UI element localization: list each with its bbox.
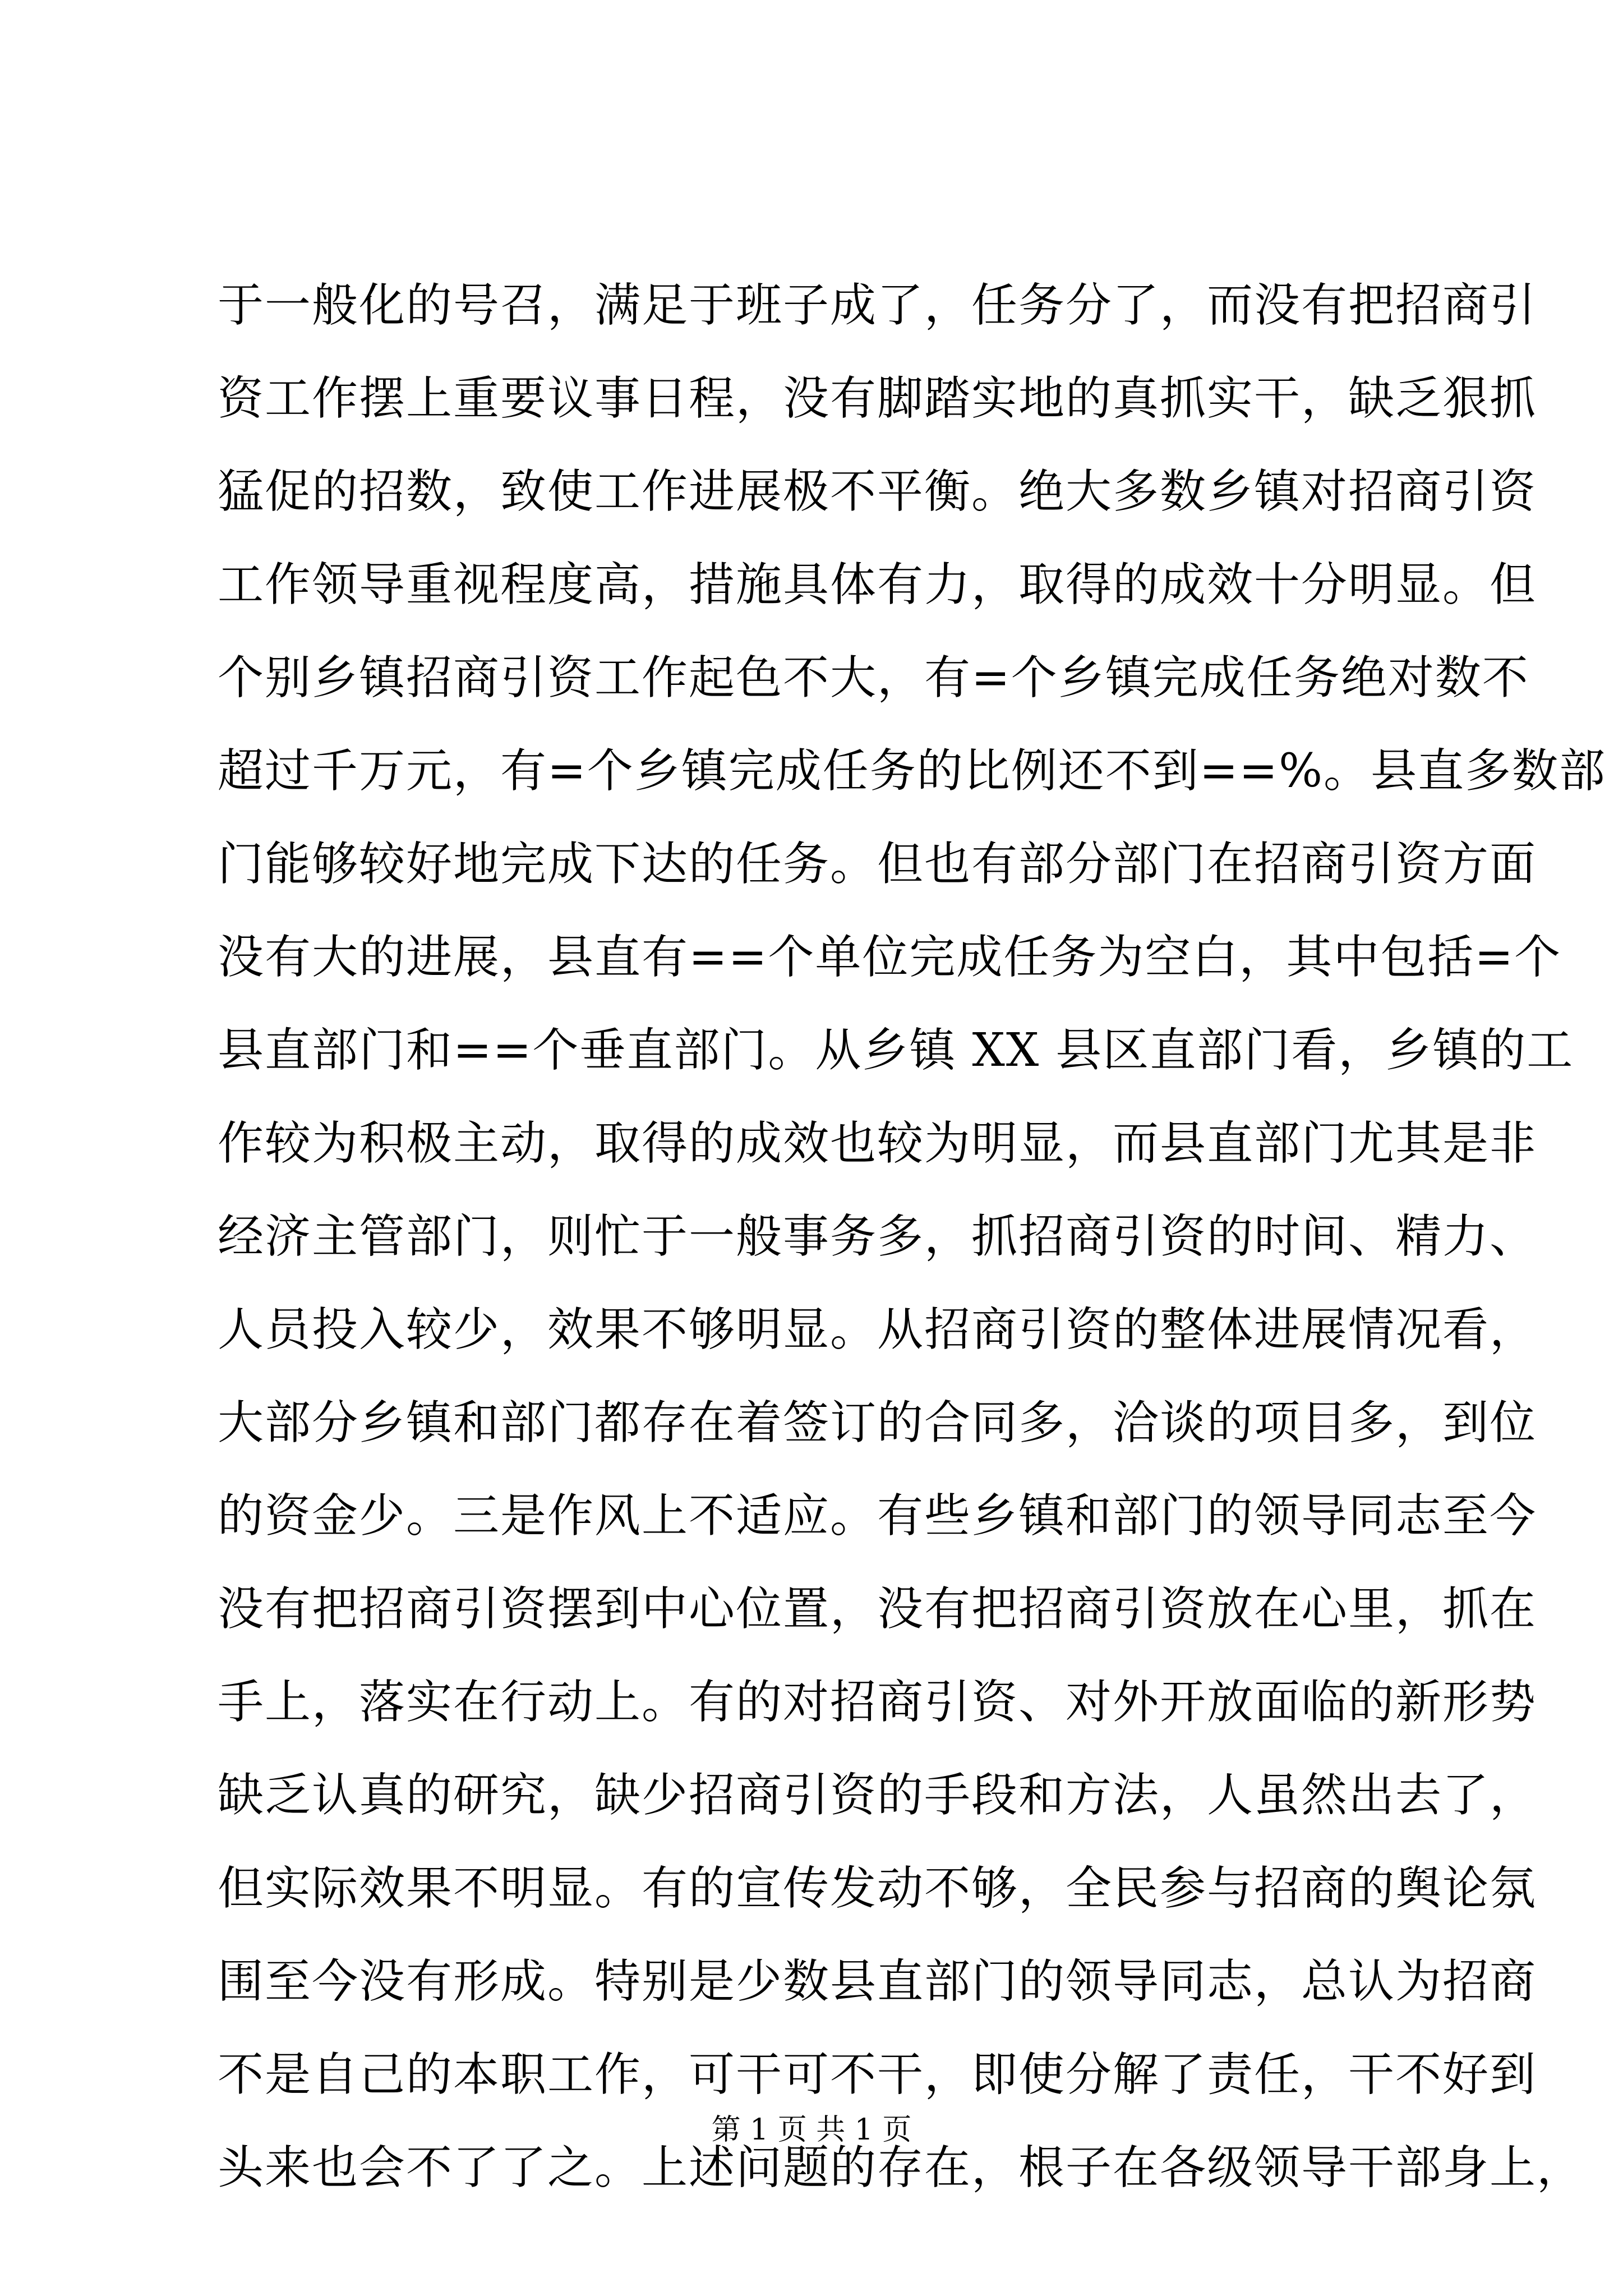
- text-line: 人员投入较少，效果不够明显。从招商引资的整体进展情况看，: [218, 1303, 1537, 1356]
- text-line: 超过千万元，有=个乡镇完成任务的比例还不到==%。县直多数部: [218, 744, 1607, 798]
- body-text: [218, 259, 1607, 2215]
- text-line: 没有大的进展，县直有==个单位完成任务为空白，其中包括=个: [218, 931, 1562, 984]
- page-footer: 第 1 页 共 1 页: [711, 2113, 912, 2147]
- text-line: 围至今没有形成。特别是少数县直部门的领导同志，总认为招商: [218, 1955, 1537, 2008]
- text-line: 工作领导重视程度高，措施具体有力，取得的成效十分明显。但: [218, 558, 1537, 611]
- text-line: 经济主管部门，则忙于一般事务多，抓招商引资的时间、精力、: [218, 1210, 1537, 1263]
- text-line: 门能够较好地完成下达的任务。但也有部分部门在招商引资方面: [218, 838, 1537, 891]
- text-line: 头来也会不了了之。上述问题的存在，根子在各级领导干部身上，: [218, 2141, 1584, 2194]
- text-line: 猛促的招数，致使工作进展极不平衡。绝大多数乡镇对招商引资: [218, 465, 1537, 518]
- text-line: 缺乏认真的研究，缺少招商引资的手段和方法，人虽然出去了，: [218, 1769, 1537, 1822]
- text-line: 的资金少。三是作风上不适应。有些乡镇和部门的领导同志至今: [218, 1489, 1537, 1543]
- text-line: 于一般化的号召，满足于班子成了，任务分了，而没有把招商引: [218, 279, 1537, 332]
- text-line: 个别乡镇招商引资工作起色不大，有=个乡镇完成任务绝对数不: [218, 651, 1529, 705]
- text-line: 不是自己的本职工作，可干可不干，即使分解了责任，干不好到: [218, 2048, 1537, 2101]
- text-line: 但实际效果不明显。有的宣传发动不够，全民参与招商的舆论氛: [218, 1862, 1537, 1915]
- text-line: 手上，落实在行动上。有的对招商引资、对外开放面临的新形势: [218, 1676, 1537, 1729]
- text-line: 资工作摆上重要议事日程，没有脚踏实地的真抓实干，缺乏狠抓: [218, 372, 1537, 425]
- text-line: 大部分乡镇和部门都存在着签订的合同多，洽谈的项目多，到位: [218, 1396, 1537, 1450]
- text-line: 作较为积极主动，取得的成效也较为明显，而县直部门尤其是非: [218, 1117, 1537, 1170]
- text-line: 县直部门和==个垂直部门。从乡镇 XX 县区直部门看，乡镇的工: [218, 1024, 1574, 1077]
- text-line: 没有把招商引资摆到中心位置，没有把招商引资放在心里，抓在: [218, 1582, 1537, 1636]
